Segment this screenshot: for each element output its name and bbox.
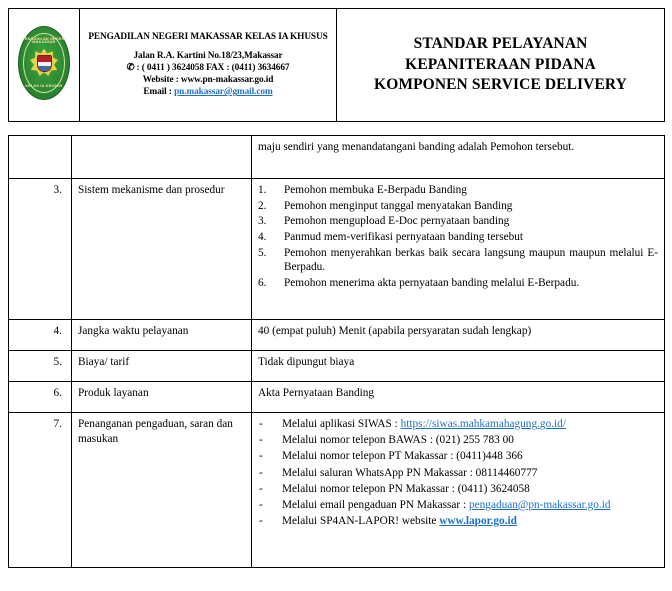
table-row — [9, 413, 665, 568]
row-number: 3. — [9, 179, 72, 320]
row-label — [72, 136, 252, 179]
list-item-text: Melalui aplikasi SIWAS : — [282, 418, 401, 430]
row-label: Sistem mekanisme dan prosedur — [72, 179, 252, 320]
row-label: Biaya/ tarif — [72, 351, 252, 382]
list-item-text: Melalui nomor telepon PN Makassar : (0411) 3624058 — [282, 482, 530, 495]
list-item — [258, 246, 658, 275]
document-title-line-1: STANDAR PELAYANAN — [413, 35, 588, 53]
list-item-bullet: - — [259, 482, 263, 495]
seal-arc-bottom-text: KELAS IA KHUSUS — [25, 83, 63, 88]
list-item-bullet: - — [259, 434, 263, 447]
list-item — [258, 417, 658, 432]
complaint-email-link[interactable]: pengaduan@pn-makassar.go.id — [468, 498, 611, 511]
document-title-line-2: KEPANITERAAN PIDANA — [405, 55, 596, 73]
table-row — [9, 136, 665, 179]
list-item-number: 5. — [258, 246, 267, 259]
list-item-text: Pemohon mengupload E-Doc pernyataan banding — [284, 215, 510, 228]
list-item-number: 1. — [258, 184, 267, 196]
list-item-text: Melalui SP4AN-LAPOR! website — [282, 515, 440, 528]
org-phone-fax: ✆ : ( 0411 ) 3624058 FAX : (0411) 3634667 — [126, 63, 290, 74]
siwas-link[interactable]: https://siwas.mahkamahagung.go.id/ — [400, 418, 566, 430]
org-website: Website : www.pn-makassar.go.id — [142, 75, 274, 86]
row-content — [252, 413, 665, 568]
lapor-link[interactable]: www.lapor.go.id — [439, 515, 517, 528]
list-item-text: Pemohon menyerahkan berkas baik secara langsung maupun maupun melalui E-Berpadu. — [284, 246, 658, 274]
list-item-bullet: - — [259, 498, 263, 511]
row-label: Penanganan pengaduan, saran dan masukan — [72, 413, 252, 568]
list-item-number: 2. — [258, 199, 267, 212]
list-item — [258, 498, 658, 513]
seal-arc-top-text: PENGADILAN NEGERI MAKASSAR — [22, 36, 66, 45]
list-item-number: 3. — [258, 215, 267, 228]
list-item — [258, 276, 658, 291]
row-number: 4. — [9, 320, 72, 351]
list-item-bullet: - — [259, 466, 263, 479]
list-item-text: Melalui nomor telepon BAWAS : (021) 255 783 00 — [282, 434, 514, 447]
table-row — [9, 351, 665, 382]
row-content — [252, 179, 665, 320]
row-label: Jangka waktu pelayanan — [72, 320, 252, 351]
list-item — [258, 482, 658, 497]
org-email-label: Email : — [143, 87, 175, 98]
list-item — [258, 183, 658, 198]
header-logo-cell — [9, 9, 80, 122]
org-email-link[interactable]: pn.makassar@gmail.com — [174, 87, 273, 98]
list-item-text: Melalui email pengaduan PN Makassar : — [282, 498, 469, 511]
org-address: Jalan R.A. Kartini No.18/23,Makassar — [133, 51, 283, 61]
header-row — [9, 9, 665, 122]
list-item-bullet: - — [259, 515, 263, 528]
row-content: maju sendiri yang menandatangani banding adalah Pemohon tersebut. — [252, 136, 665, 179]
row-content: 40 (empat puluh) Menit (apabila persyaratan sudah lengkap) — [252, 320, 665, 351]
document-header — [8, 8, 665, 122]
org-email-line — [80, 86, 336, 98]
list-item-bullet: - — [259, 450, 263, 463]
row-content: Akta Pernyataan Banding — [252, 382, 665, 413]
list-item-bullet: - — [259, 418, 263, 430]
procedure-list — [258, 183, 658, 291]
list-item-text: Pemohon menerima akta pernyataan banding melalui E-Berpadu. — [284, 277, 580, 290]
list-item — [258, 466, 658, 481]
list-item-text: Pemohon membuka E-Berpadu Banding — [284, 184, 467, 196]
list-item — [258, 214, 658, 229]
list-item — [258, 449, 658, 464]
header-title-cell — [337, 9, 665, 122]
court-seal-icon — [18, 26, 70, 100]
list-item-text: Panmud mem-verifikasi pernyataan banding tersebut — [284, 231, 524, 244]
complaint-channels-list — [258, 417, 658, 529]
list-item-number: 4. — [258, 231, 267, 244]
row-number: 7. — [9, 413, 72, 568]
seal-shield-icon — [37, 55, 52, 72]
row-label: Produk layanan — [72, 382, 252, 413]
row-number: 6. — [9, 382, 72, 413]
row-content: Tidak dipungut biaya — [252, 351, 665, 382]
list-item-text: Pemohon menginput tanggal menyatakan Banding — [284, 199, 513, 212]
table-row — [9, 179, 665, 320]
list-item — [258, 230, 658, 245]
service-standard-table — [8, 135, 665, 568]
list-item-text: Melalui nomor telepon PT Makassar : (0411)448 366 — [282, 450, 523, 463]
list-item-text: Melalui saluran WhatsApp PN Makassar : 08114460777 — [282, 466, 538, 479]
list-item — [258, 514, 658, 529]
table-row — [9, 382, 665, 413]
row-number — [9, 136, 72, 179]
list-item-number: 6. — [258, 277, 267, 290]
document-title-line-3: KOMPONEN SERVICE DELIVERY — [374, 76, 627, 94]
org-name: PENGADILAN NEGERI MAKASSAR KELAS IA KHUSUS — [88, 31, 328, 42]
row-number: 5. — [9, 351, 72, 382]
list-item — [258, 199, 658, 214]
list-item — [258, 433, 658, 448]
header-org-info-cell — [80, 9, 337, 122]
table-row — [9, 320, 665, 351]
